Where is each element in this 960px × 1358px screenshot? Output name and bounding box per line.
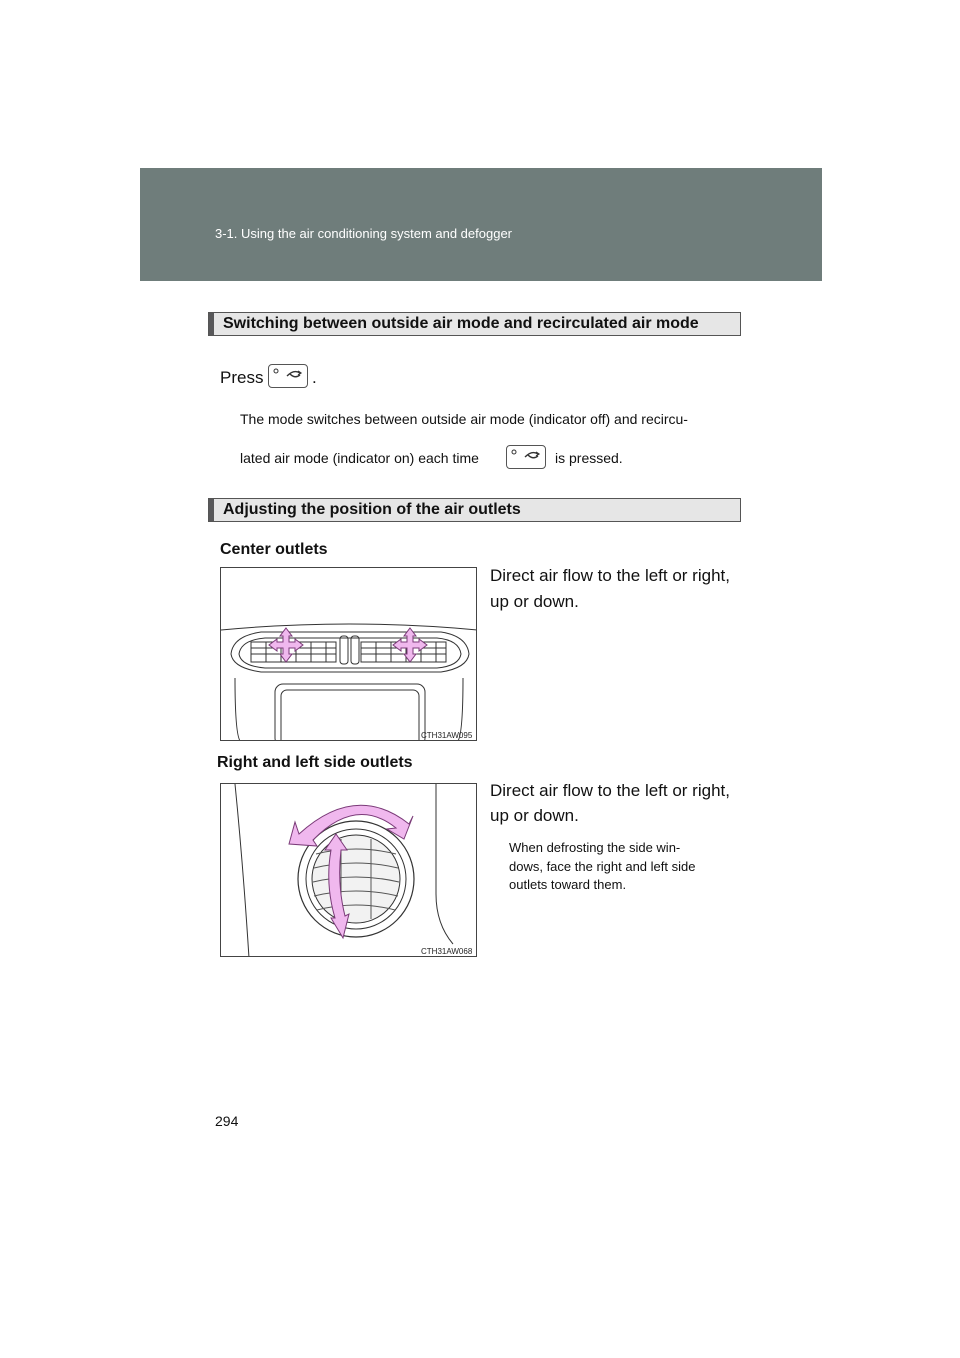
side-text-line-1: Direct air flow to the left or right,	[490, 781, 730, 800]
page-number: 294	[215, 1113, 239, 1129]
side-text-line-2: up or down.	[490, 806, 579, 825]
section-heading-air-outlets	[208, 498, 741, 522]
recirculation-button-icon	[268, 364, 308, 388]
press-label: Press	[220, 368, 264, 387]
section-heading-air-mode	[208, 312, 741, 336]
section-accent	[209, 499, 214, 521]
center-outlets-figure	[220, 567, 477, 741]
side-note-line-3: outlets toward them.	[509, 877, 627, 892]
center-outlets-heading: Center outlets	[220, 541, 328, 558]
side-outlets-illustration	[221, 784, 477, 957]
section-title: Switching between outside air mode and recirculated air mode	[223, 315, 699, 332]
recirculation-button-icon	[506, 445, 546, 469]
note-line-2b: is pressed.	[555, 450, 623, 466]
side-note-line-2: dows, face the right and left side	[509, 859, 696, 874]
side-outlets-heading: Right and left side outlets	[217, 754, 413, 771]
side-note-line-1: When defrosting the side win-	[509, 840, 681, 855]
center-text-line-2: up or down.	[490, 592, 579, 611]
center-outlets-illustration	[221, 568, 477, 741]
figure-code: CTH31AW095	[421, 731, 473, 740]
breadcrumb: 3-1. Using the air conditioning system and defogger	[215, 226, 513, 241]
side-outlets-figure	[220, 783, 477, 957]
section-title: Adjusting the position of the air outlets	[223, 501, 521, 518]
header-band	[140, 168, 822, 281]
figure-code: CTH31AW068	[421, 947, 473, 956]
center-text-line-1: Direct air flow to the left or right,	[490, 566, 730, 585]
press-period: .	[312, 368, 317, 387]
note-line-1: The mode switches between outside air mode (indicator off) and recircu-	[240, 411, 688, 427]
note-line-2a: lated air mode (indicator on) each time	[240, 450, 479, 466]
section-accent	[209, 313, 214, 335]
